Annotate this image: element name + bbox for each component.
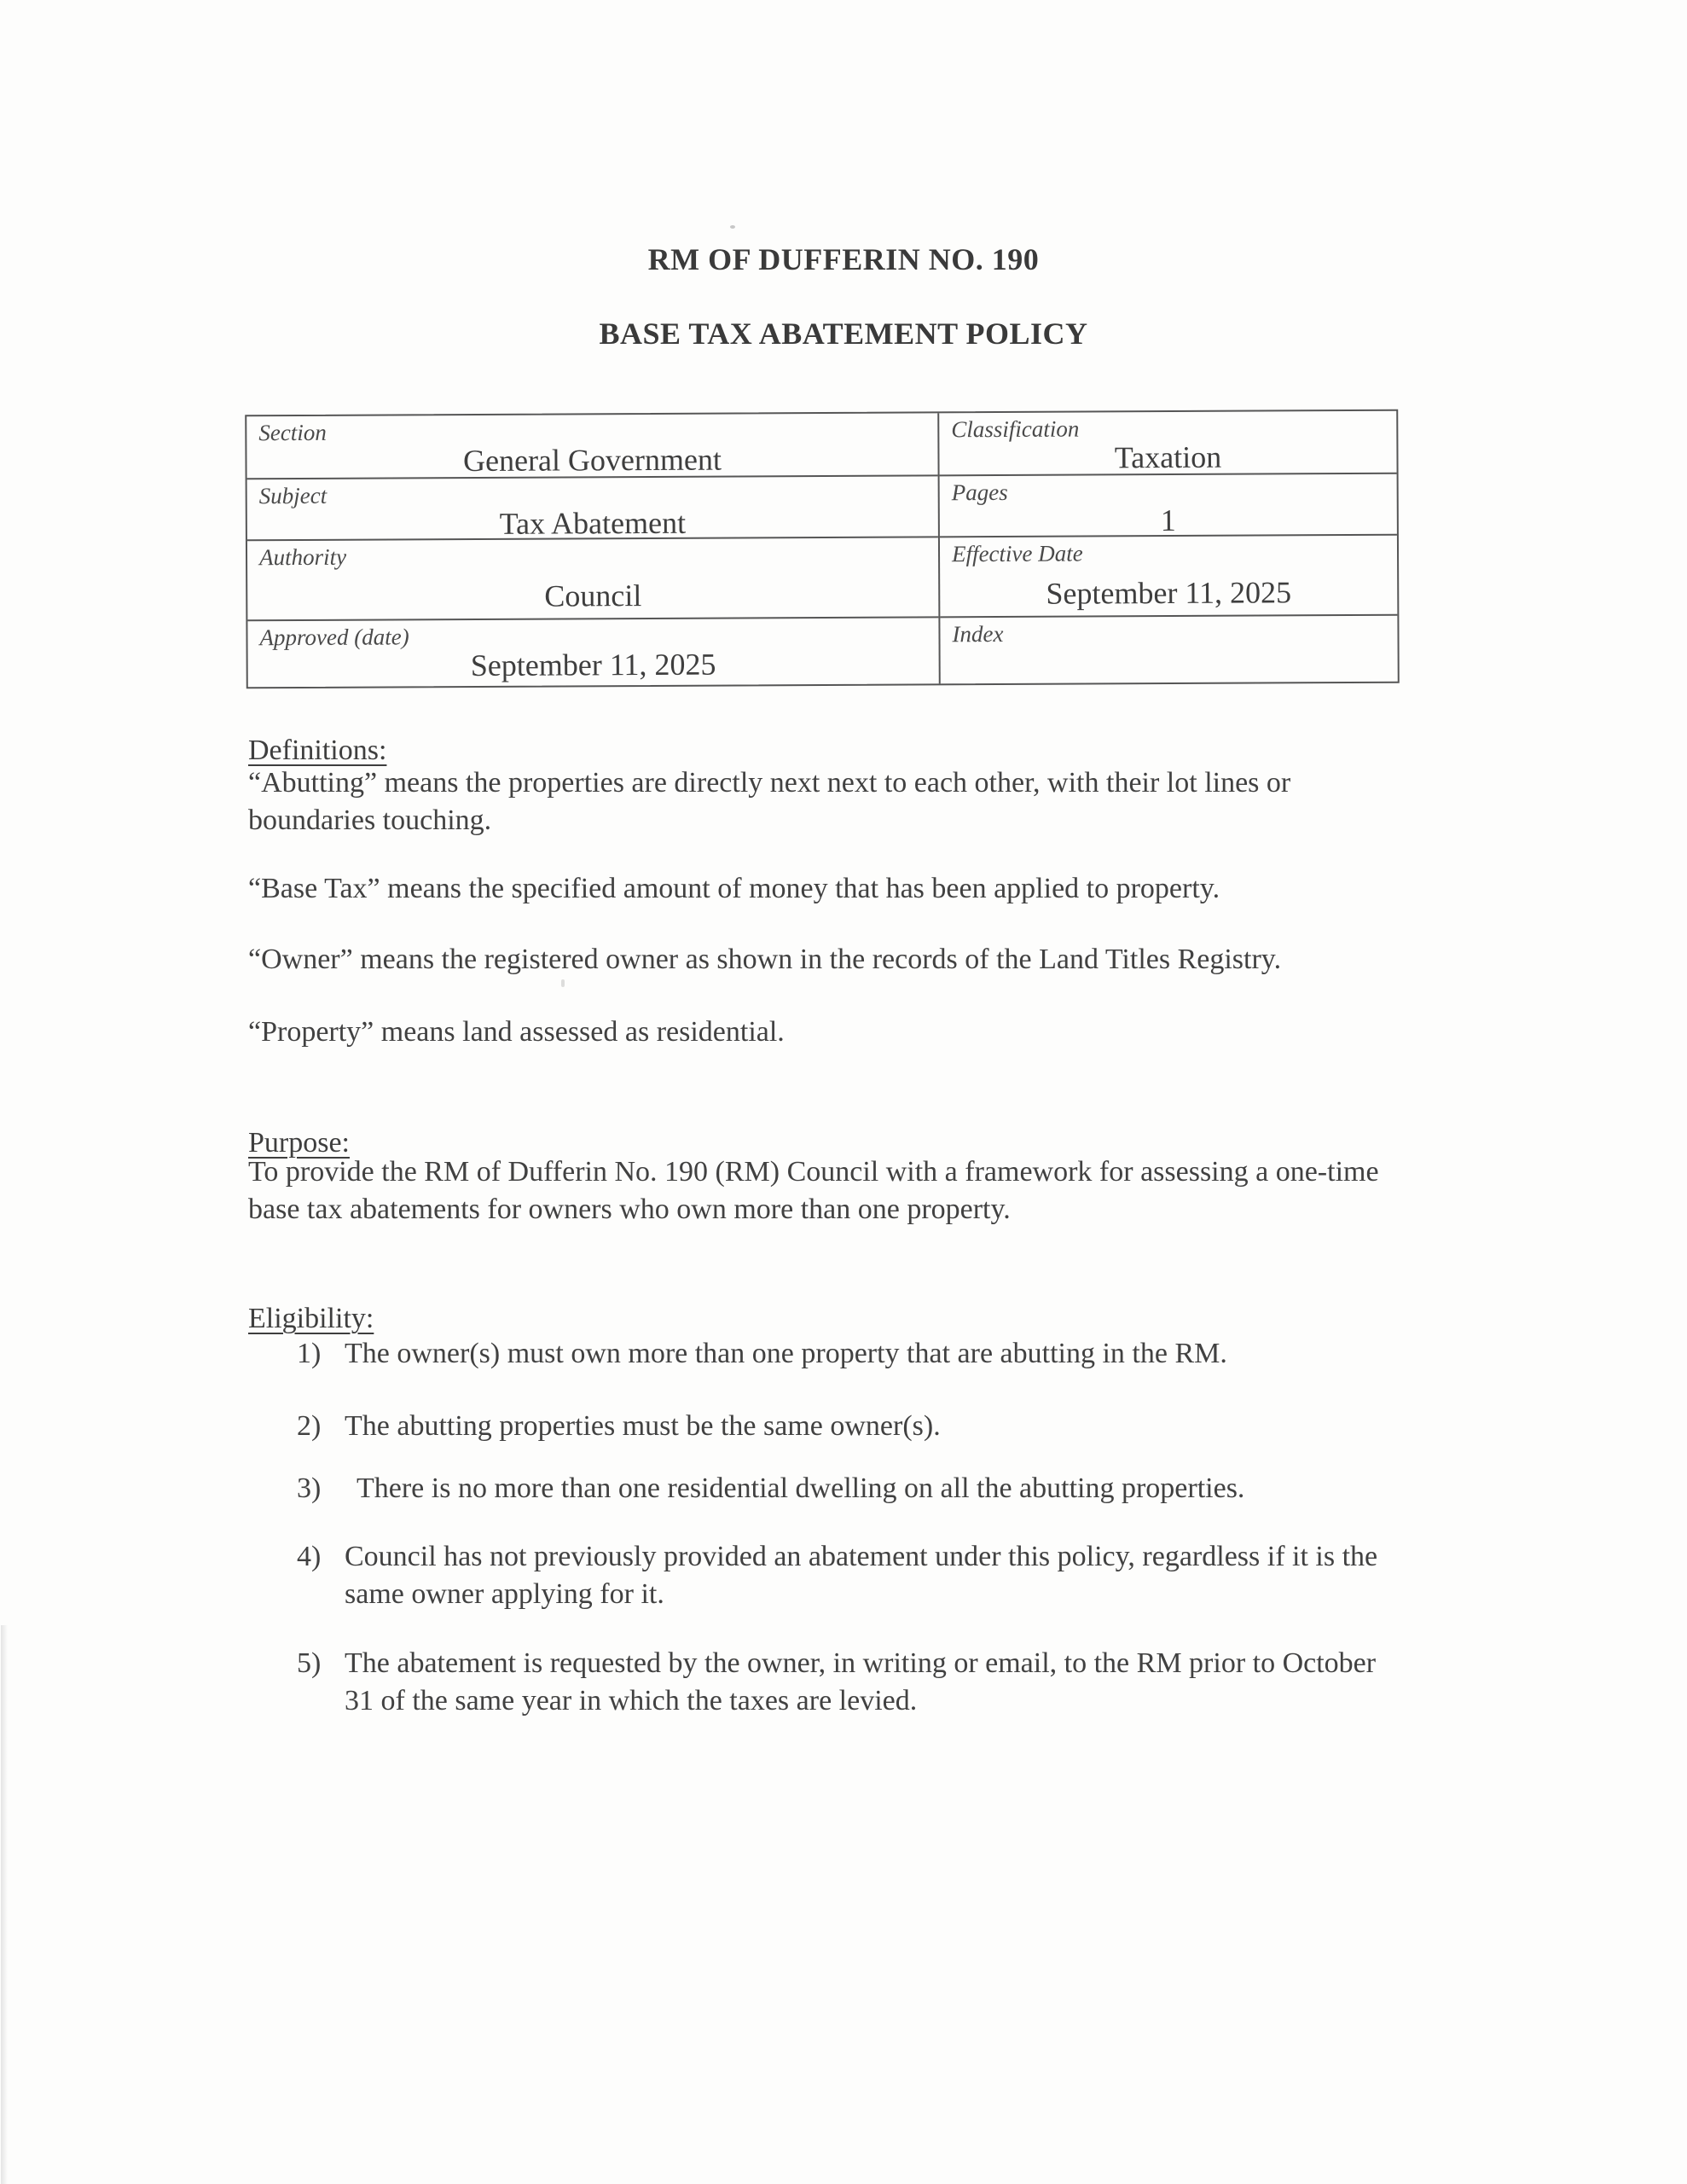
effective-date-cell <box>940 536 1397 619</box>
text-line: “Base Tax” means the specified amount of money that has been applied to property. <box>248 873 1220 904</box>
text-line: The owner(s) must own more than one property that are abutting in the RM. <box>345 1338 1227 1369</box>
policy-info-table <box>245 410 1400 689</box>
text-line: “Property” means land assessed as residential. <box>248 1016 785 1048</box>
subject-label: Subject <box>258 482 328 509</box>
definitions-heading: Definitions: <box>248 735 387 766</box>
scan-speck <box>730 225 735 229</box>
pages-label: Pages <box>951 479 1008 506</box>
authority-value: Council <box>544 578 642 613</box>
item-number: 2) <box>297 1410 322 1442</box>
section-value: General Government <box>462 442 722 478</box>
definition-paragraph-property <box>248 1014 1528 1051</box>
effective-date-label: Effective Date <box>951 540 1083 567</box>
authority-label: Authority <box>258 543 347 571</box>
subject-value: Tax Abatement <box>499 505 687 541</box>
text-line: base tax abatements for owners who own more than one property. <box>248 1194 1011 1225</box>
classification-cell <box>939 411 1396 477</box>
scan-speck <box>561 979 565 987</box>
section-label: Section <box>258 419 327 446</box>
pages-value: 1 <box>1160 502 1176 537</box>
index-label: Index <box>952 620 1004 648</box>
section-cell <box>246 413 937 479</box>
pages-cell <box>940 474 1397 538</box>
effective-date-value: September 11, 2025 <box>1046 575 1292 611</box>
definition-paragraph-owner <box>248 941 1528 979</box>
approved-date-value: September 11, 2025 <box>470 647 716 682</box>
classification-value: Taxation <box>1114 439 1222 475</box>
index-cell <box>940 616 1397 684</box>
item-number: 3) <box>297 1472 322 1504</box>
info-table-left-column <box>246 413 941 687</box>
item-number: 5) <box>297 1647 322 1679</box>
text-line: The abutting properties must be the same owner(s). <box>345 1410 941 1442</box>
item-number: 4) <box>297 1541 322 1572</box>
definition-paragraph-abutting <box>248 764 1528 839</box>
text-line: Council has not previously provided an abatement under this policy, regardless if it is the <box>345 1541 1378 1572</box>
info-table-right-column <box>939 411 1398 684</box>
text-line: There is no more than one residential dwelling on all the abutting properties. <box>357 1472 1245 1504</box>
eligibility-heading: Eligibility: <box>248 1303 374 1334</box>
eligibility-heading-block <box>248 1300 1528 1338</box>
eligibility-item-4 <box>297 1538 1525 1613</box>
text-line: same owner applying for it. <box>345 1578 664 1610</box>
scan-edge-shadow <box>1 1625 8 2184</box>
municipality-title: RM OF DUFFERIN NO. 190 <box>647 242 1040 276</box>
authority-cell <box>247 537 938 621</box>
approved-date-cell <box>247 618 938 687</box>
eligibility-item-3 <box>297 1470 1525 1507</box>
index-value <box>953 677 1386 680</box>
text-line: boundaries touching. <box>248 804 492 836</box>
subject-cell <box>247 476 938 541</box>
text-line: 31 of the same year in which the taxes are levied. <box>345 1685 918 1716</box>
text-line: To provide the RM of Dufferin No. 190 (RM) Council with a framework for assessing a one-time <box>248 1156 1379 1188</box>
policy-title: BASE TAX ABATEMENT POLICY <box>599 317 1088 351</box>
text-line: “Owner” means the registered owner as shown in the records of the Land Titles Registry. <box>248 944 1282 975</box>
eligibility-item-1 <box>297 1335 1525 1373</box>
purpose-paragraph <box>248 1153 1528 1228</box>
text-line: The abatement is requested by the owner, in writing or email, to the RM prior to October <box>345 1647 1377 1679</box>
purpose-heading: Purpose: <box>248 1127 350 1159</box>
eligibility-item-2 <box>297 1408 1525 1445</box>
approved-date-label: Approved (date) <box>259 624 409 651</box>
eligibility-item-5 <box>297 1645 1525 1720</box>
text-line: “Abutting” means the properties are directly next next to each other, with their lot lines or <box>248 767 1291 799</box>
item-number: 1) <box>297 1338 322 1369</box>
classification-label: Classification <box>951 415 1080 443</box>
definition-paragraph-base-tax <box>248 870 1528 908</box>
